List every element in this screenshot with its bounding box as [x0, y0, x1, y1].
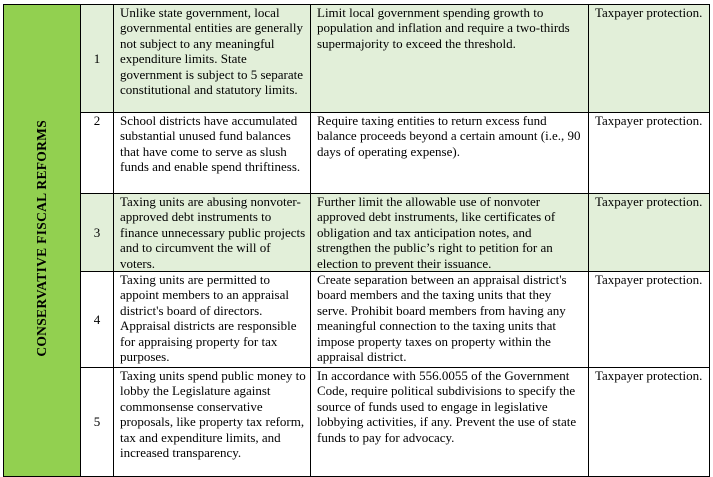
table-row: [4, 272, 710, 368]
rationale-cell: Taxpayer protection.: [589, 113, 710, 194]
row-number: 2: [81, 113, 114, 194]
solution-cell: Create separation between an appraisal district's board members and the taxing units that they serve. Prohibit board members from having any meaningful connection to the taxing units that impose property taxes on property within the appraisal district.: [311, 272, 589, 368]
row-number: 3: [81, 194, 114, 272]
solution-cell: Require taxing entities to return excess fund balance proceeds beyond a certain amount (i.e., 90 days of operating expense).: [311, 113, 589, 194]
rationale-cell: Taxpayer protection.: [589, 368, 710, 477]
row-number: 5: [81, 368, 114, 477]
solution-cell: In accordance with 556.0055 of the Government Code, require political subdivisions to specify the source of funds used to engage in legislative lobbying activities, if any. Prevent the use of state funds to pay for advocacy.: [311, 368, 589, 477]
rationale-cell: Taxpayer protection.: [589, 272, 710, 368]
problem-cell: School districts have accumulated substantial unused fund balances that have come to serve as slush funds and enable spend thriftiness.: [114, 113, 311, 194]
problem-cell: Taxing units are abusing nonvoter-approved debt instruments to finance unnecessary public projects and to circumvent the will of voters.: [114, 194, 311, 272]
table-row: [4, 194, 710, 272]
table-row: [4, 368, 710, 477]
rationale-cell: Taxpayer protection.: [589, 5, 710, 113]
row-number: 4: [81, 272, 114, 368]
problem-cell: Unlike state government, local governmental entities are generally not subject to any meaningful expenditure limits. State government is subject to 5 separate constitutional and statutory limits.: [114, 5, 311, 113]
solution-cell: Limit local government spending growth to population and inflation and require a two-thirds supermajority to exceed the threshold.: [311, 5, 589, 113]
problem-cell: Taxing units spend public money to lobby the Legislature against commonsense conservative proposals, like property tax reform, tax and expenditure limits, and increased transparency.: [114, 368, 311, 477]
problem-cell: Taxing units are permitted to appoint members to an appraisal district's board of directors. Appraisal districts are responsible for appraising property for tax purposes.: [114, 272, 311, 368]
rationale-cell: Taxpayer protection.: [589, 194, 710, 272]
row-number: 1: [81, 5, 114, 113]
table-row: [4, 113, 710, 194]
reforms-table: [3, 4, 710, 477]
section-label: CONSERVATIVE FISCAL REFORMS: [34, 120, 50, 358]
solution-cell: Further limit the allowable use of nonvoter approved debt instruments, like certificates of obligation and tax anticipation notes, and strengthen the public’s right to petition for an election to prevent their issuance.: [311, 194, 589, 272]
table-row: [4, 5, 710, 113]
section-label-cell: [4, 5, 81, 477]
